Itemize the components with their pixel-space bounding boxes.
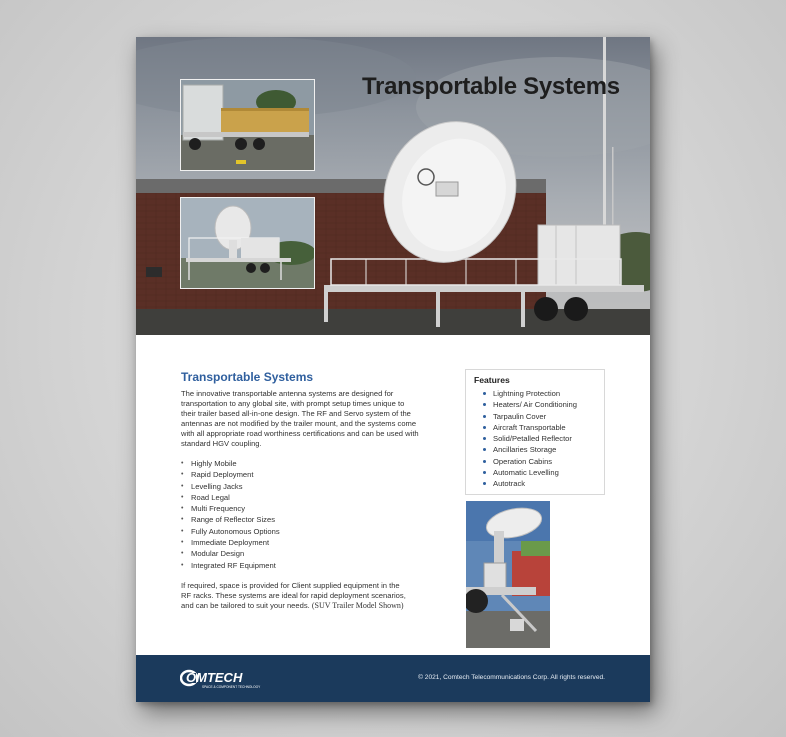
feature-item: Heaters/ Air Conditioning — [483, 399, 577, 410]
footer-bar — [136, 655, 650, 702]
datasheet-page — [136, 37, 650, 702]
outro-text: If required, space is provided for Client supplied equipment in the RF racks. These systems are ideal for rapid deployment scenarios, and can be tailored to suit your needs. — [181, 581, 406, 610]
svg-text:OMTECH: OMTECH — [186, 670, 243, 685]
feature-item: Tarpaulin Cover — [483, 411, 577, 422]
list-item: • Integrated RF Equipment — [181, 560, 280, 571]
suv-trailer-photo — [466, 501, 550, 648]
comtech-logo — [180, 668, 280, 690]
feature-item: Ancillaries Storage — [483, 444, 577, 455]
hero-banner — [136, 37, 650, 335]
list-item: • Multi Frequency — [181, 503, 280, 514]
feature-item: Autotrack — [483, 478, 577, 489]
page-title: Transportable Systems — [362, 73, 620, 100]
intro-paragraph: The innovative transportable antenna systems are designed for transportation to any global site, with prompt setup times unique to their trailer based all-in-one design. The RF and Servo system of the antennas are not modified by the trailer mount, and the systems come with all appropriate road worthiness certifications and can be used with standard HGV coupling. — [181, 389, 419, 448]
outro-paragraph — [181, 581, 411, 611]
inset-photo-antenna-deployed — [180, 197, 315, 289]
copyright-text: © 2021, Comtech Telecommunications Corp. All rights reserved. — [418, 674, 605, 681]
feature-item: Lightning Protection — [483, 388, 577, 399]
feature-item: Aircraft Transportable — [483, 422, 577, 433]
features-list — [483, 388, 577, 490]
list-item: • Immediate Deployment — [181, 537, 280, 548]
list-item: • Modular Design — [181, 548, 280, 559]
list-item: • Range of Reflector Sizes — [181, 514, 280, 525]
svg-text:SPACE & COMPONENT TECHNOLOGY: SPACE & COMPONENT TECHNOLOGY — [202, 685, 261, 689]
section-title: Transportable Systems — [181, 370, 314, 384]
inset-photo-trailer-closed — [180, 79, 315, 171]
list-item: • Highly Mobile — [181, 458, 280, 469]
list-item: • Rapid Deployment — [181, 469, 280, 480]
list-item: • Fully Autonomous Options — [181, 526, 280, 537]
outro-caption: (SUV Trailer Model Shown) — [311, 601, 404, 610]
list-item: • Levelling Jacks — [181, 481, 280, 492]
feature-item: Automatic Levelling — [483, 467, 577, 478]
feature-item: Operation Cabins — [483, 456, 577, 467]
capability-list — [181, 458, 280, 571]
list-item: • Road Legal — [181, 492, 280, 503]
features-title: Features — [474, 375, 510, 385]
features-box — [465, 369, 605, 495]
feature-item: Solid/Petalled Reflector — [483, 433, 577, 444]
